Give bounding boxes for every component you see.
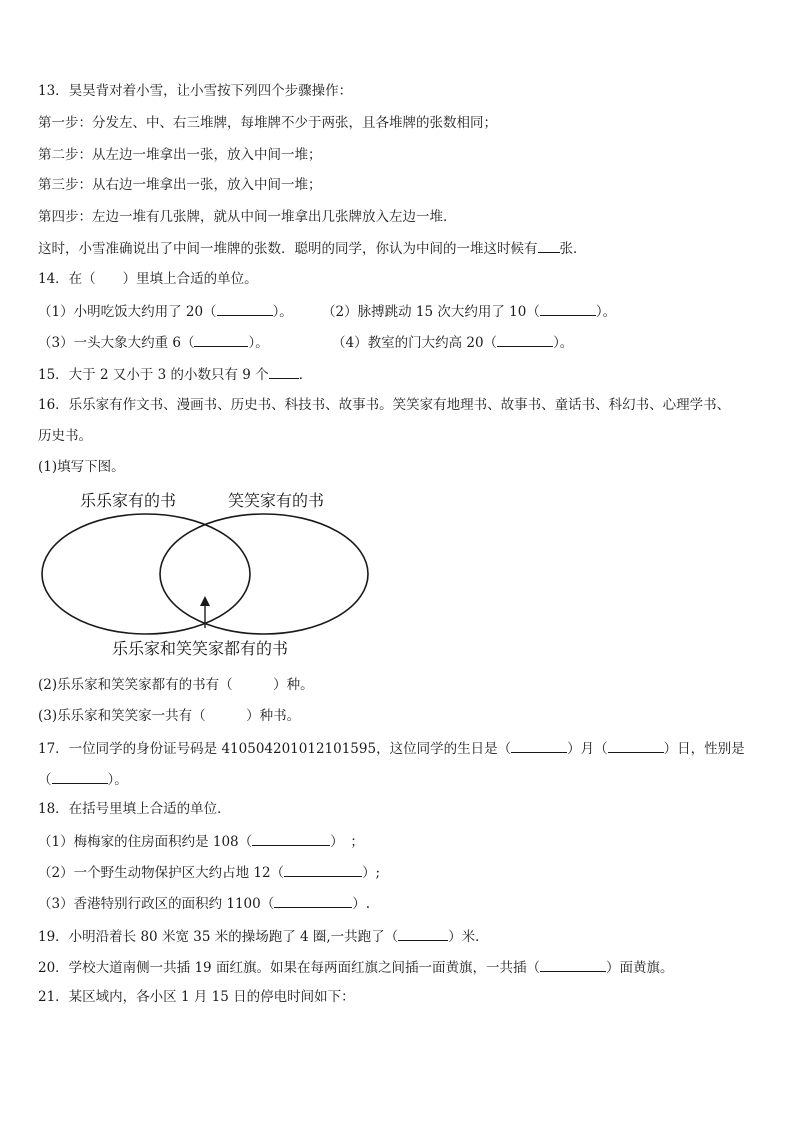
q14-item2 — [322, 301, 616, 321]
q18-item2-blank[interactable] — [284, 862, 362, 877]
q14-item4-blank[interactable] — [497, 332, 553, 347]
q17-line1 — [38, 738, 745, 758]
venn-right-ellipse — [160, 514, 368, 634]
venn-diagram — [38, 478, 378, 668]
q15-answer-blank[interactable] — [269, 364, 299, 379]
venn-left-label: 乐乐家有的书 — [80, 491, 177, 510]
q14-item4 — [332, 332, 573, 352]
q13-step4: 第四步：左边一堆有几张牌，就从中间一堆拿出几张牌放入左边一堆． — [38, 209, 457, 225]
q19-answer-blank[interactable] — [398, 926, 448, 941]
q19-text-main: 19．小明沿着长 80 米宽 35 米的操场跑了 4 圈,一共跑了（ — [38, 929, 399, 945]
q13-conclusion-text: 这时，小雪准确说出了中间一堆牌的张数．聪明的同学，你认为中间的一堆这时候有 — [38, 241, 538, 257]
q14-item1-end: ）。 — [272, 304, 293, 320]
q17-month-blank[interactable] — [511, 738, 567, 753]
q18-item3-text: （3）香港特别行政区的面积约 1100（ — [38, 896, 275, 912]
q14-item1-blank[interactable] — [217, 301, 273, 316]
q17-line1-text: 17．一位同学的身份证号码是 410504201012101595，这位同学的生日是（ — [38, 741, 512, 757]
q20-text-main: 20．学校大道南侧一共插 19 面红旗。如果在每两面红旗之间插一面黄旗，一共插（ — [38, 960, 540, 976]
q17-line2-end: ）。 — [107, 772, 128, 788]
q13-step3: 第三步：从右边一堆拿出一张，放入中间一堆； — [38, 177, 322, 193]
q18-item1-end: ） ； — [330, 834, 364, 850]
q19-text — [38, 926, 489, 946]
venn-right-label: 笑笑家有的书 — [228, 491, 325, 510]
q13-step2: 第二步：从左边一堆拿出一张，放入中间一堆； — [38, 147, 322, 163]
q13-intro: 13．昊昊背对着小雪，让小雪按下列四个步骤操作： — [38, 83, 353, 99]
q14-item4-end: ）。 — [553, 335, 574, 351]
q14-title: 14．在（ ）里填上合适的单位。 — [38, 271, 258, 287]
q21-text: 21．某区域内，各小区 1 月 15 日的停电时间如下： — [38, 989, 355, 1005]
q16-part3: (3)乐乐家和笑笑家一共有（ ）种书。 — [38, 708, 301, 724]
q16-line1: 16．乐乐家有作文书、漫画书、历史书、科技书、故事书。笑笑家有地理书、故事书、童话书、科幻书、心理学书、 — [38, 397, 731, 413]
q15-text-main: 15．大于 2 又小于 3 的小数只有 9 个 — [38, 367, 269, 383]
q14-item3-text: （3）一头大象大约重 6（ — [38, 335, 195, 351]
q14-item1 — [38, 301, 293, 321]
q17-line1-end: ）日，性别是 — [663, 741, 745, 757]
q17-line2-open: （ — [38, 772, 52, 788]
q18-item1-blank[interactable] — [252, 831, 330, 846]
q14-item3-blank[interactable] — [194, 332, 248, 347]
q14-item2-text: （2）脉搏跳动 15 次大约用了 10（ — [322, 304, 540, 320]
q17-day-blank[interactable] — [608, 738, 664, 753]
q14-item3-end: ）。 — [248, 335, 269, 351]
q18-item3-end: ）. — [352, 896, 371, 912]
q13-conclusion-end: 张． — [559, 241, 587, 257]
q18-item2-end: ）; — [362, 865, 381, 881]
q17-line2 — [38, 769, 128, 789]
q13-conclusion — [38, 238, 587, 258]
q16-part2: (2)乐乐家和笑笑家都有的书有（ ）种。 — [38, 677, 314, 693]
q14-item2-end: ）。 — [595, 304, 617, 320]
q18-title: 18．在括号里填上合适的单位． — [38, 801, 231, 817]
q17-line1-month: ）月（ — [567, 741, 608, 757]
q13-answer-blank[interactable] — [538, 238, 560, 253]
q14-item4-text: （4）教室的门大约高 20（ — [332, 335, 498, 351]
venn-bottom-label: 乐乐家和笑笑家都有的书 — [112, 639, 289, 658]
q20-text — [38, 957, 673, 977]
venn-left-ellipse — [42, 514, 250, 634]
q16-line2: 历史书。 — [38, 428, 92, 444]
q15-text — [38, 364, 312, 384]
q14-item1-text: （1）小明吃饭大约用了 20（ — [38, 304, 217, 320]
venn-arrow-head — [200, 596, 210, 606]
q20-text-end: ）面黄旗。 — [605, 960, 674, 976]
q19-text-end: ）米． — [448, 929, 489, 945]
q16-part1: (1)填写下图。 — [38, 459, 125, 475]
q18-item3 — [38, 893, 370, 913]
q20-answer-blank[interactable] — [540, 957, 606, 972]
q17-gender-blank[interactable] — [52, 769, 108, 784]
q14-item3 — [38, 332, 269, 352]
q14-item2-blank[interactable] — [540, 301, 596, 316]
q18-item2-text: （2）一个野生动物保护区大约占地 12（ — [38, 865, 285, 881]
q18-item1 — [38, 831, 364, 851]
q18-item2 — [38, 862, 380, 882]
q13-step1: 第一步：分发左、中、右三堆牌，每堆牌不少于两张，且各堆牌的张数相同； — [38, 115, 497, 131]
q15-text-end: ． — [298, 367, 313, 383]
q18-item3-blank[interactable] — [274, 893, 352, 908]
q18-item1-text: （1）梅梅家的住房面积约是 108（ — [38, 834, 253, 850]
